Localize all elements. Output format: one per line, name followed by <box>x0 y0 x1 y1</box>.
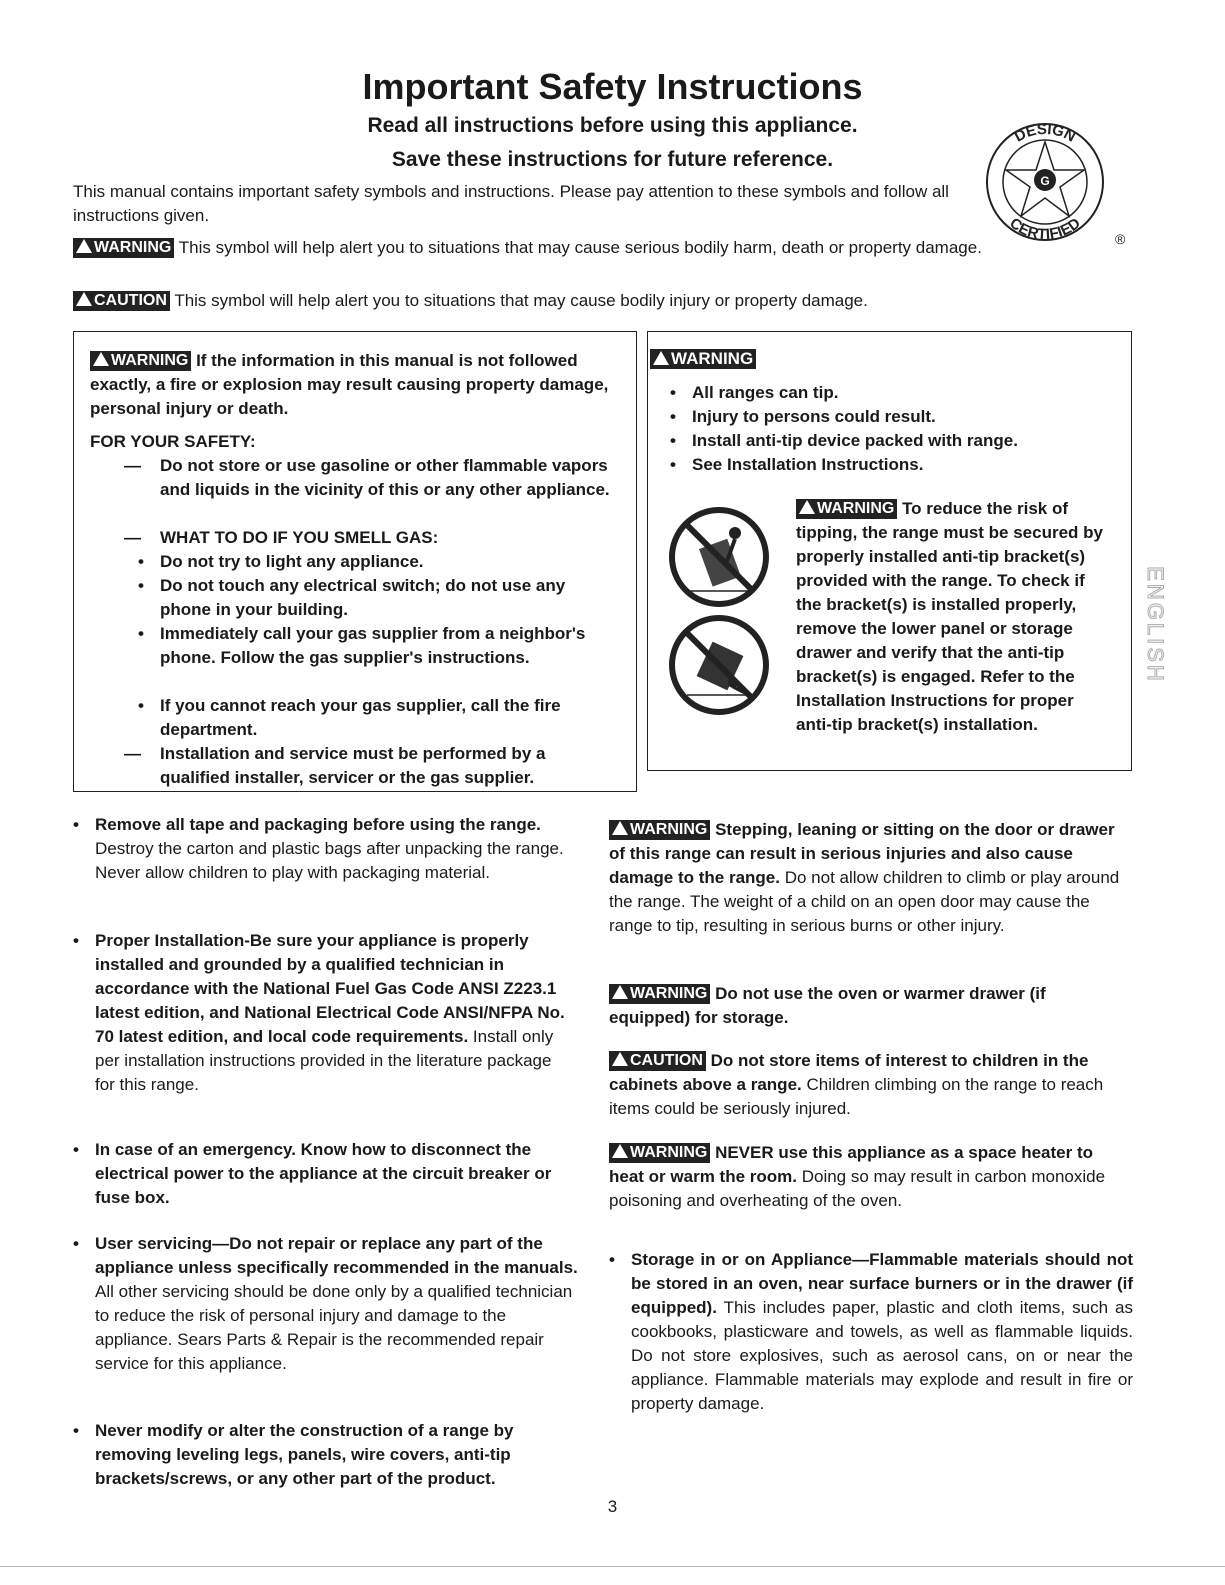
subtitle-save: Save these instructions for future reference. <box>391 148 834 171</box>
caution-triangle-icon <box>612 1052 628 1066</box>
warning-triangle-icon <box>76 239 92 253</box>
warning-space-heater: WARNING NEVER use this appliance as a space heater to heat or warm the room. Doing so may result in carbon monoxide poisoning and overheating of the oven. <box>609 1143 1106 1210</box>
warning-badge-header <box>650 349 756 370</box>
bullet-see-instructions: • See Installation Instructions. <box>692 453 1122 477</box>
page-number: 3 <box>607 1497 618 1516</box>
bullet-call-supplier: • Immediately call your gas supplier from a neighbor's phone. Follow the gas supplier's instructions. <box>160 622 600 670</box>
bullet-injury: • Injury to persons could result. <box>692 405 1122 429</box>
caution-symbol-explanation <box>73 289 1123 313</box>
dash-item-smell-gas: — WHAT TO DO IF YOU SMELL GAS: <box>160 526 620 550</box>
caution-badge: CAUTION <box>73 291 170 311</box>
no-stepping-on-door-icon <box>667 505 771 609</box>
anti-tip-warning-text: WARNING To reduce the risk of tipping, the range must be secured by properly installed anti-tip bracket(s) provided with the range. To check if the bracket(s) is installed properly, remove the lower panel or storage drawer and verify that the anti-tip bracket(s) is engaged. Refer to the Installation Instructions for proper anti-tip bracket(s) installation. <box>796 499 1103 734</box>
warning-triangle-icon <box>93 352 109 366</box>
warning-badge: WARNING <box>609 1143 710 1163</box>
bullet-electrical-switch: • Do not touch any electrical switch; do not use any phone in your building. <box>160 574 620 622</box>
warning-triangle-icon <box>653 351 669 365</box>
language-side-tab <box>1133 555 1168 695</box>
warning-triangle-icon <box>799 500 815 514</box>
warning-triangle-icon <box>612 821 628 835</box>
warning-badge: WARNING <box>609 820 710 840</box>
warning-badge: WARNING <box>609 984 710 1004</box>
page-title: Important Safety Instructions <box>362 66 863 107</box>
para-remove-packaging: • Remove all tape and packaging before using the range. Destroy the carton and plastic bags after unpacking the range. Never allow children to play with packaging material. <box>95 813 575 885</box>
range-tipping-hazard-icon <box>667 613 771 717</box>
warning-triangle-icon <box>612 985 628 999</box>
caution-symbol-text: This symbol will help alert you to situations that may cause bodily injury or property damage. <box>174 291 868 310</box>
registered-mark: ® <box>1115 231 1126 247</box>
dash-item-installation: — Installation and service must be performed by a qualified installer, servicer or the gas supplier. <box>160 742 620 790</box>
bullet-fire-department: • If you cannot reach your gas supplier, call the fire department. <box>160 694 630 742</box>
warning-oven-storage: WARNING Do not use the oven or warmer drawer (if equipped) for storage. <box>609 984 1046 1027</box>
para-flammable-storage: • Storage in or on Appliance—Flammable materials should not be stored in an oven, near surface burners or in the drawer (if equipped). This includes paper, plastic and cloth items, such as cookbooks, plasticware and towels, as well as flammable liquids. Do not store explosives, such as aerosol cans, on or near the appliance. Flammable materials may explode and result in fire or property damage. <box>631 1248 1133 1416</box>
intro-paragraph: This manual contains important safety symbols and instructions. Please pay attention to these symbols and follow all instructions given. <box>73 182 949 225</box>
warning-symbol-text: This symbol will help alert you to situations that may cause serious bodily harm, death or property damage. <box>178 238 982 257</box>
for-your-safety-heading: FOR YOUR SAFETY: <box>90 432 256 451</box>
side-tab-label: ENGLISH <box>1143 566 1168 684</box>
bullet-install-anti-tip: • Install anti-tip device packed with range. <box>692 429 1122 453</box>
gas-warning-box <box>73 331 637 792</box>
warning-stepping: WARNING Stepping, leaning or sitting on the door or drawer of this range can result in serious injuries and also cause damage to the range. Do not allow children to climb or play around the range. The weight of a child on an open door may cause the range to tip, resulting in serious burns or other injury. <box>609 820 1120 935</box>
bullet-ranges-tip: • All ranges can tip. <box>692 381 1122 405</box>
design-certified-seal <box>975 118 1135 248</box>
para-emergency: • In case of an emergency. Know how to disconnect the electrical power to the appliance at the circuit breaker or fuse box. <box>95 1138 575 1210</box>
gas-warning-lead: WARNING If the information in this manual is not followed exactly, a fire or explosion may result causing property damage, personal injury or death. <box>90 351 609 418</box>
warning-symbol-explanation <box>73 236 993 260</box>
para-proper-installation: • Proper Installation-Be sure your appliance is properly installed and grounded by a qualified technician in accordance with the National Fuel Gas Code ANSI Z223.1 latest edition, and National Electrical Code ANSI/NFPA No. 70 latest edition, and local code requirements. Install only per installation instructions provided in the literature package for this range. <box>95 929 565 1097</box>
para-never-modify: • Never modify or alter the construction of a range by removing leveling legs, panels, wire covers, anti-tip brackets/screws, or any other part of the product. <box>95 1419 585 1491</box>
bullet-light-appliance: • Do not try to light any appliance. <box>160 550 620 574</box>
para-user-servicing: • User servicing—Do not repair or replace any part of the appliance unless specifically recommended in the manuals. All other servicing should be done only by a qualified technician to reduce the risk of personal injury and damage to the appliance. Sears Parts & Repair is the recommended repair service for this appliance. <box>95 1232 585 1376</box>
warning-badge: WARNING <box>796 499 897 519</box>
caution-badge: CAUTION <box>609 1051 706 1071</box>
subtitle-read: Read all instructions before using this appliance. <box>367 114 858 137</box>
svg-text:CERTIFIED <box>1006 215 1083 244</box>
seal-bottom-text: CERTIFIED <box>1006 214 1084 244</box>
warning-triangle-icon <box>612 1144 628 1158</box>
dash-item-gasoline: — Do not store or use gasoline or other flammable vapors and liquids in the vicinity of this or any other appliance. <box>160 454 620 502</box>
svg-text:G: G <box>1040 174 1050 188</box>
seal-top-text: DESIGN <box>1011 120 1079 146</box>
caution-triangle-icon <box>76 292 92 306</box>
warning-badge: WARNING <box>650 349 756 369</box>
warning-badge: WARNING <box>73 238 174 258</box>
bottom-rule <box>0 1566 1225 1567</box>
caution-cabinets: CAUTION Do not store items of interest to children in the cabinets above a range. Children climbing on the range to reach items could be seriously injured. <box>609 1051 1104 1118</box>
warning-badge: WARNING <box>90 351 191 371</box>
